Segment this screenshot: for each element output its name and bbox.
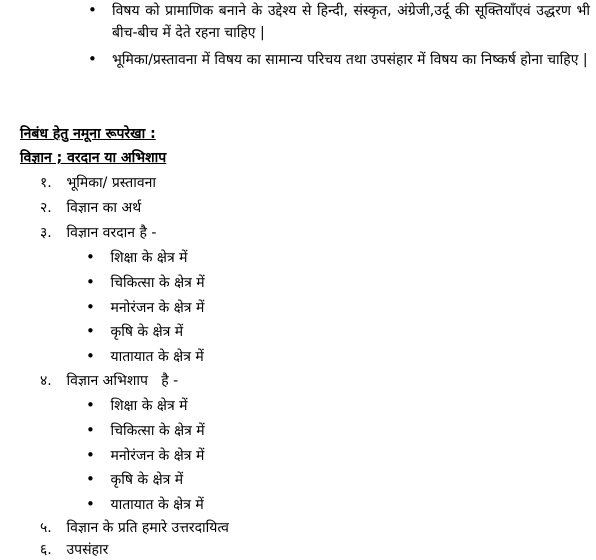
boon-point-5 [86, 346, 204, 367]
boon-point-3 [86, 297, 204, 318]
outline-text: भूमिका/ प्रस्तावना [66, 175, 157, 191]
curse-point-text: कृषि के क्षेत्र में [110, 472, 184, 488]
outline-number: ३. [40, 225, 52, 241]
bullet-icon: • [86, 446, 95, 464]
curse-point-text: शिक्षा के क्षेत्र में [110, 398, 188, 414]
outline-text: विज्ञान का अर्थ [66, 200, 142, 216]
bullet-icon: • [86, 298, 95, 316]
topic-heading: विज्ञान ; वरदान या अभिशाप [20, 150, 167, 166]
outline-number: ४. [40, 373, 52, 389]
outline-text: विज्ञान अभिशाप है - [66, 373, 179, 389]
bullet-icon: • [88, 50, 97, 68]
intro-bullet-text: भूमिका/प्रस्तावना में विषय का सामान्य परिचय तथा उपसंहार में विषय का निष्कर्ष होना चाहिए | [112, 52, 588, 68]
boon-point-text: चिकित्सा के क्षेत्र में [110, 275, 205, 291]
intro-bullet-text: विषय को प्रामाणिक बनाने के उद्देश्य से हिन्दी, संस्कृत, अंग्रेजी,उर्दू की सूक्तियाँएवं उद्धरण भी बीच-बीच में देते रहना चाहिए | [112, 3, 590, 41]
outline-item-1 [40, 173, 156, 193]
curse-point-text: यातायात के क्षेत्र में [110, 497, 204, 513]
boon-point-text: शिक्षा के क्षेत्र में [110, 250, 188, 266]
outline-number: २. [40, 200, 52, 216]
bullet-icon: • [86, 396, 95, 414]
curse-point-text: चिकित्सा के क्षेत्र में [110, 423, 205, 439]
intro-bullet-2 [90, 49, 590, 71]
boon-point-text: कृषि के क्षेत्र में [110, 324, 184, 340]
bullet-icon: • [86, 248, 95, 266]
boon-point-text: यातायात के क्षेत्र में [110, 349, 204, 365]
outline-item-3 [40, 223, 156, 243]
boon-point-4 [86, 321, 183, 342]
outline-item-5 [40, 518, 229, 538]
bullet-icon: • [86, 495, 95, 513]
curse-point-1 [86, 395, 188, 416]
outline-item-4 [40, 371, 178, 391]
outline-heading: निबंध हेतु नमूना रूपरेखा : [20, 126, 156, 142]
curse-point-text: मनोरंजन के क्षेत्र में [110, 448, 205, 464]
intro-bullet-1 [90, 0, 590, 44]
bullet-icon: • [86, 347, 95, 365]
outline-text: विज्ञान वरदान है - [66, 225, 157, 241]
curse-point-2 [86, 420, 205, 441]
outline-text: उपसंहार [66, 542, 109, 558]
bullet-icon: • [86, 322, 95, 340]
outline-number: ६. [40, 542, 52, 558]
bullet-icon: • [86, 421, 95, 439]
outline-number: १. [40, 175, 52, 191]
boon-point-1 [86, 247, 188, 268]
outline-item-6 [40, 540, 108, 560]
outline-item-2 [40, 198, 141, 218]
bullet-icon: • [88, 1, 97, 19]
outline-number: ५. [40, 520, 52, 536]
outline-text: विज्ञान के प्रति हमारे उत्तरदायित्व [66, 520, 229, 536]
curse-point-3 [86, 445, 204, 466]
boon-point-text: मनोरंजन के क्षेत्र में [110, 300, 205, 316]
boon-point-2 [86, 272, 205, 293]
curse-point-5 [86, 494, 204, 515]
curse-point-4 [86, 469, 183, 490]
bullet-icon: • [86, 273, 95, 291]
bullet-icon: • [86, 470, 95, 488]
